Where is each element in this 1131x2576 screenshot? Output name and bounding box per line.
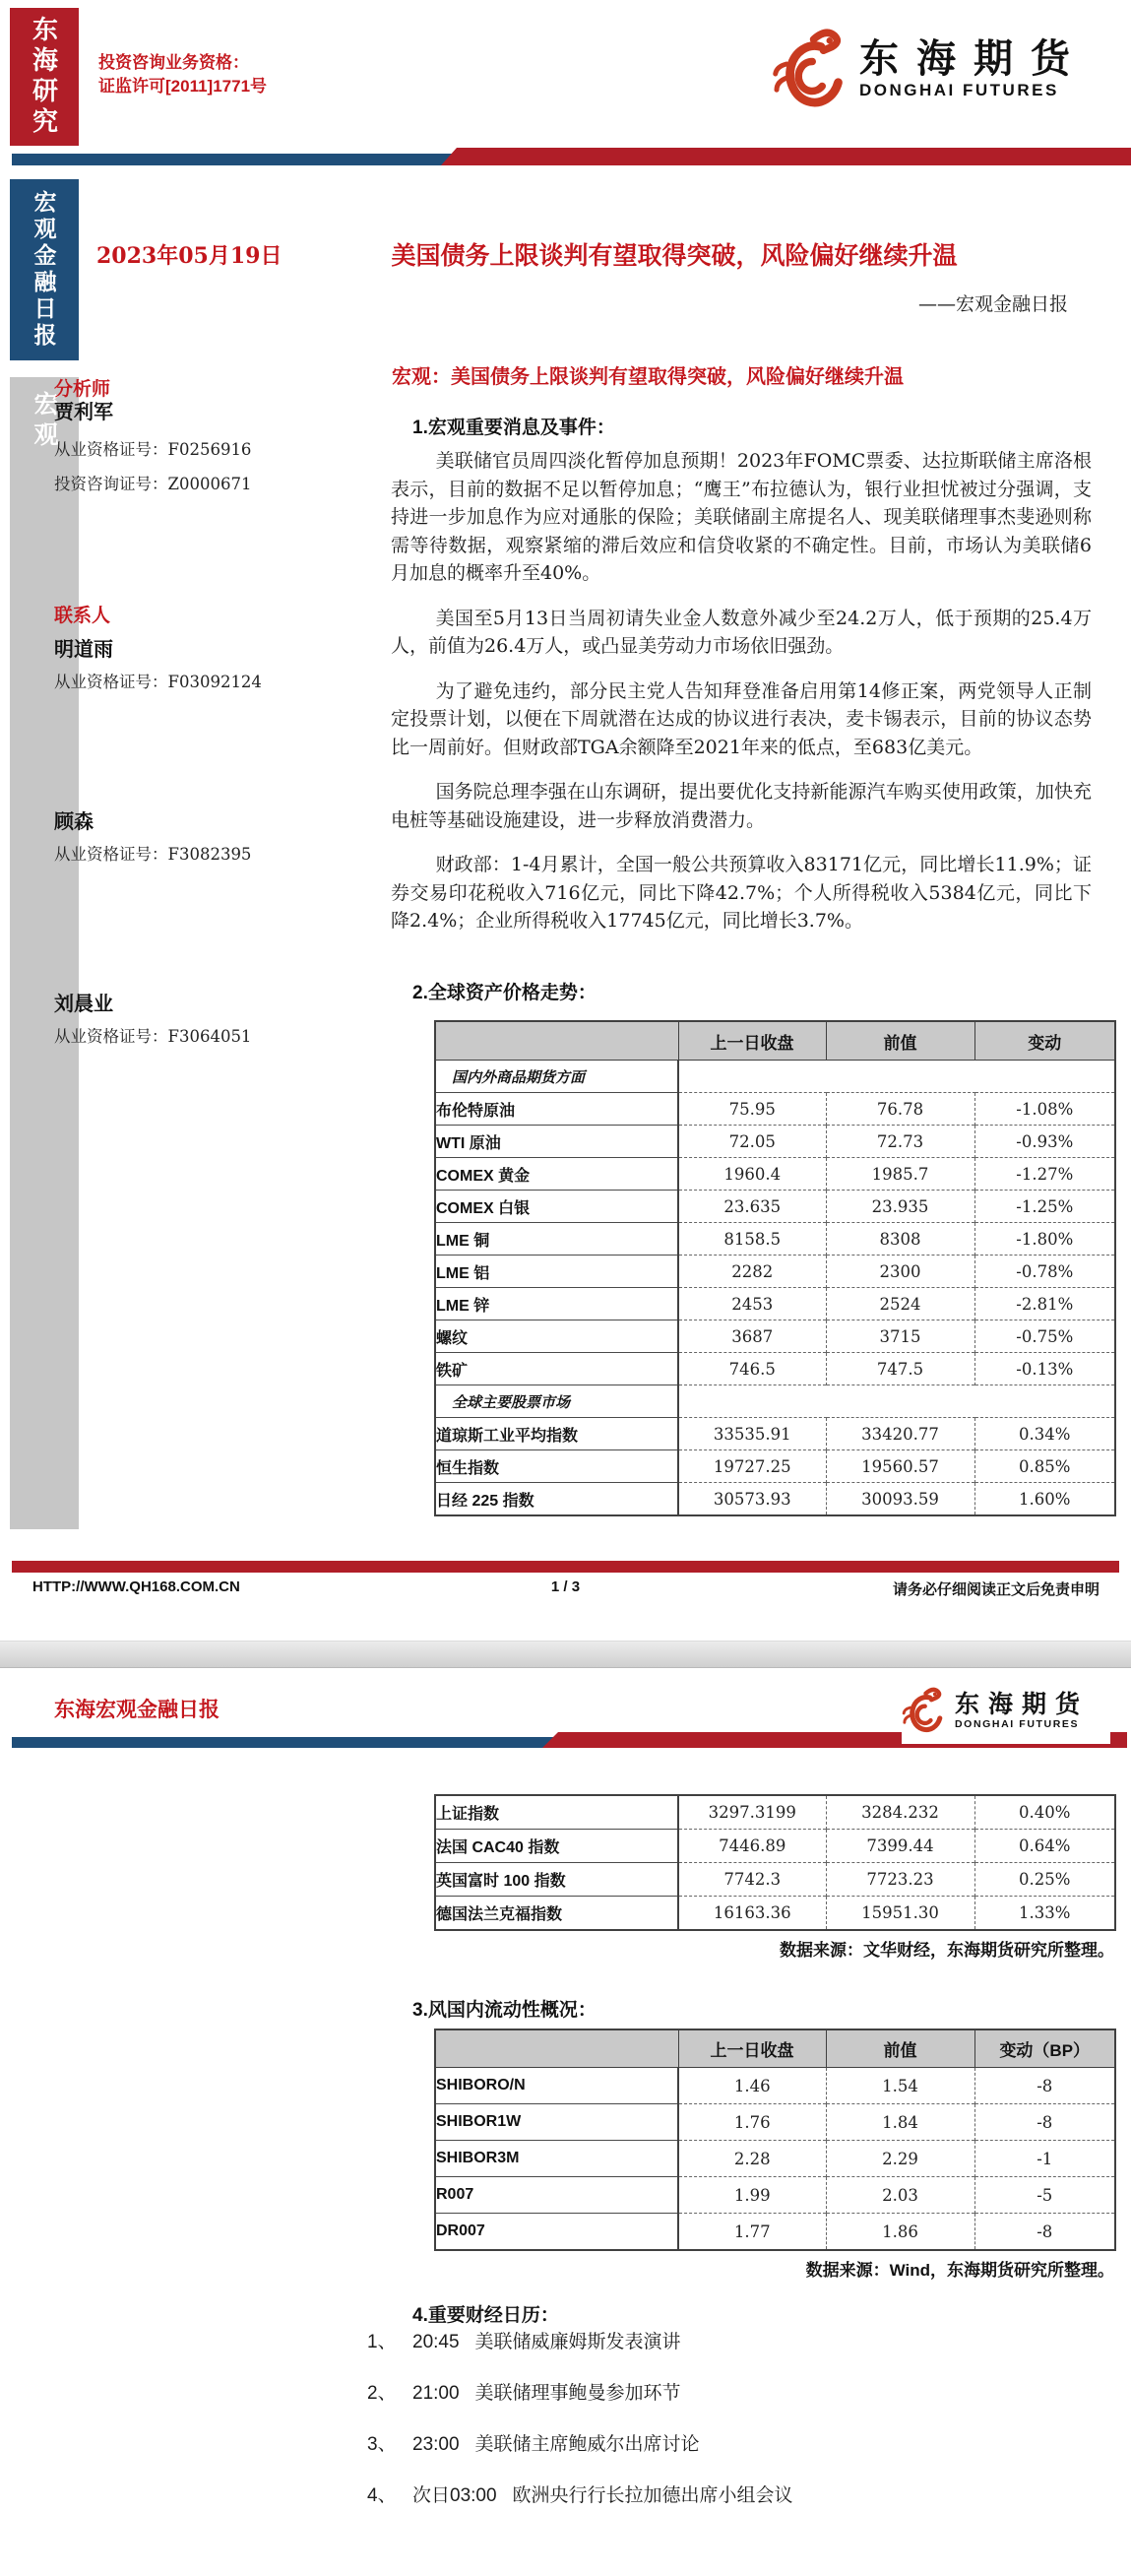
table-row — [435, 1795, 1115, 1830]
header-divider-red — [441, 148, 1131, 165]
table-row — [435, 1061, 1115, 1093]
row-value: 2.28 — [678, 2141, 826, 2177]
asset-price-table-continued — [434, 1794, 1116, 1931]
logo-name-en: DONGHAI FUTURES — [859, 80, 1059, 99]
contact-name: 刘晨业 — [54, 994, 113, 1015]
row-value: 2282 — [678, 1256, 826, 1288]
data-source-1: 数据来源：文华财经，东海期货研究所整理。 — [780, 1941, 1114, 1960]
row-value: 1960.4 — [678, 1158, 826, 1191]
row-value: 0.25% — [974, 1863, 1115, 1897]
table-header-cell: 变动 — [974, 1021, 1115, 1061]
row-label: WTI 原油 — [435, 1126, 678, 1158]
table-row — [435, 1830, 1115, 1863]
table-row — [435, 1093, 1115, 1126]
calendar-item-index: 3、 — [367, 2434, 397, 2455]
qualification-line2: 证监许可[2011]1771号 — [98, 77, 268, 96]
row-value: 3284.232 — [826, 1795, 974, 1830]
table-row — [435, 1353, 1115, 1385]
body-paragraph: 美联储官员周四淡化暂停加息预期！2023年FOMC票委、达拉斯联储主席洛根表示，目前的数据不足以暂停加息；“鹰王”布拉德认为，银行业担忧被过分强调，支持进一步加息作为应对通胀的保险；美联储副主席提名人、现美联储理事杰斐逊则称需等待数据，观察紧缩的滞后效应和信贷收紧的不确定性。目前，市场认为美联储6月加息的概率升至40%。 — [391, 450, 1092, 584]
row-value — [974, 1385, 1115, 1418]
report-subtitle: ——宏观金融日报 — [917, 293, 1068, 315]
research-brand-label: 东海研究 — [29, 16, 59, 138]
company-logo — [771, 22, 1088, 115]
table-row — [435, 1450, 1115, 1483]
table-row — [435, 1863, 1115, 1897]
body-paragraph: 美国至5月13日当周初请失业金人数意外减少至24.2万人，低于预期的25.4万人，前值为26.4万人，或凸显美劳动力市场依旧强劲。 — [391, 607, 1092, 657]
table-row — [435, 2177, 1115, 2214]
row-label: 国内外商品期货方面 — [435, 1061, 678, 1093]
row-value: -1 — [974, 2141, 1115, 2177]
logo-small-name-cn: 东海期货 — [955, 1690, 1090, 1718]
row-value: 1.60% — [974, 1483, 1115, 1516]
section-heading-4: 4.重要财经日历： — [412, 2305, 559, 2326]
footer-disclaimer: 请务必仔细阅读正文后免责申明 — [892, 1581, 1100, 1598]
row-label: SHIBOR1W — [435, 2104, 678, 2141]
row-value: 33420.77 — [826, 1418, 974, 1450]
header-divider-blue — [12, 154, 453, 165]
section-heading-3: 3.风国内流动性概况： — [412, 2000, 597, 2021]
row-value: 746.5 — [678, 1353, 826, 1385]
contact-cert: 从业资格证号：F3082395 — [54, 845, 252, 864]
contacts-label: 联系人 — [54, 606, 111, 626]
row-label: 上证指数 — [435, 1795, 678, 1830]
row-value: -0.93% — [974, 1126, 1115, 1158]
row-value: -8 — [974, 2214, 1115, 2251]
table-row — [435, 2068, 1115, 2104]
table-row — [435, 1126, 1115, 1158]
table-row — [435, 2214, 1115, 2251]
row-label: DR007 — [435, 2214, 678, 2251]
row-value: 3687 — [678, 1320, 826, 1353]
liquidity-table — [434, 2029, 1116, 2251]
table-row — [435, 1288, 1115, 1320]
row-value: 7742.3 — [678, 1863, 826, 1897]
row-value: 19727.25 — [678, 1450, 826, 1483]
table-row — [435, 1320, 1115, 1353]
row-value: 1.84 — [826, 2104, 974, 2141]
row-value: -0.78% — [974, 1256, 1115, 1288]
row-value — [826, 1061, 974, 1093]
row-value: 30093.59 — [826, 1483, 974, 1516]
contact-name: 顾森 — [54, 811, 94, 833]
row-value: -1.27% — [974, 1158, 1115, 1191]
calendar-item-time: 次日03:00 — [412, 2485, 497, 2506]
analyst-name: 贾利军 — [54, 402, 113, 423]
section-tab-label: 宏观 — [31, 391, 58, 452]
row-label: LME 锌 — [435, 1288, 678, 1320]
table-header-row — [435, 1021, 1115, 1061]
row-value: 72.73 — [826, 1126, 974, 1158]
company-logo-small — [902, 1677, 1110, 1744]
row-value: 23.935 — [826, 1191, 974, 1223]
row-value: 3715 — [826, 1320, 974, 1353]
row-value: 1.77 — [678, 2214, 826, 2251]
row-label: COMEX 黄金 — [435, 1158, 678, 1191]
body-paragraph: 为了避免违约，部分民主党人告知拜登准备启用第14修正案，两党领导人正制定投票计划，以便在下周就潜在达成的协议进行表决，麦卡锡表示，目前的协议态势比一周前好。但财政部TGA余额降至2021年来的低点，至683亿美元。 — [391, 679, 1092, 758]
row-value: 0.40% — [974, 1795, 1115, 1830]
report-title: 美国债务上限谈判有望取得突破，风险偏好继续升温 — [391, 242, 958, 270]
row-value: 1.54 — [826, 2068, 974, 2104]
row-label: 英国富时 100 指数 — [435, 1863, 678, 1897]
row-value: 15951.30 — [826, 1897, 974, 1931]
calendar-item-index: 4、 — [367, 2485, 397, 2506]
row-value — [678, 1061, 826, 1093]
row-value: 2524 — [826, 1288, 974, 1320]
table-row — [435, 1418, 1115, 1450]
calendar-item — [367, 2330, 793, 2355]
analyst-cert-1: 从业资格证号：F0256916 — [54, 440, 252, 459]
series-tab-label: 宏观金融日报 — [31, 190, 57, 350]
row-value: -1.25% — [974, 1191, 1115, 1223]
row-value: 16163.36 — [678, 1897, 826, 1931]
row-label: SHIBORO/N — [435, 2068, 678, 2104]
row-value: -1.08% — [974, 1093, 1115, 1126]
table-row — [435, 1256, 1115, 1288]
dragon-icon-small — [902, 1685, 947, 1736]
row-value: 0.64% — [974, 1830, 1115, 1863]
page-separator — [0, 1641, 1131, 1668]
table-header-cell: 上一日收盘 — [678, 1021, 826, 1061]
row-value: 1985.7 — [826, 1158, 974, 1191]
contact-cert: 从业资格证号：F03092124 — [54, 673, 262, 691]
row-value: 0.85% — [974, 1450, 1115, 1483]
section-tab-macro — [10, 377, 79, 1529]
table-header-cell: 前值 — [826, 1021, 974, 1061]
table-row — [435, 1191, 1115, 1223]
calendar-item-event: 美联储主席鲍威尔出席讨论 — [474, 2434, 700, 2455]
table-header-cell: 前值 — [826, 2029, 974, 2068]
page2-divider-blue — [12, 1737, 554, 1748]
row-value: 75.95 — [678, 1093, 826, 1126]
row-label: 日经 225 指数 — [435, 1483, 678, 1516]
dragon-icon — [771, 25, 851, 113]
row-label: COMEX 白银 — [435, 1191, 678, 1223]
row-value: 2453 — [678, 1288, 826, 1320]
row-value: 0.34% — [974, 1418, 1115, 1450]
calendar-item-time: 21:00 — [412, 2383, 460, 2404]
row-value: 2.03 — [826, 2177, 974, 2214]
calendar-item-index: 1、 — [367, 2332, 397, 2352]
row-value: 33535.91 — [678, 1418, 826, 1450]
qualification-text — [98, 51, 267, 98]
row-value: 2.29 — [826, 2141, 974, 2177]
macro-news-paragraphs — [391, 447, 1092, 952]
row-label: 布伦特原油 — [435, 1093, 678, 1126]
row-value: 23.635 — [678, 1191, 826, 1223]
research-brand-tab — [10, 8, 79, 146]
analyst-label: 分析师 — [54, 379, 111, 400]
footer-page-number: 1 / 3 — [550, 1578, 581, 1595]
footer-url: HTTP://WWW.QH168.COM.CN — [32, 1578, 240, 1595]
row-value: 1.99 — [678, 2177, 826, 2214]
section-heading-1: 1.宏观重要消息及事件： — [412, 418, 615, 438]
row-label: 德国法兰克福指数 — [435, 1897, 678, 1931]
table-header-cell — [435, 2029, 678, 2068]
macro-headline: 宏观：美国债务上限谈判有望取得突破，风险偏好继续升温 — [392, 366, 904, 388]
footer-bar — [12, 1561, 1119, 1573]
logo-name-cn: 东海期货 — [859, 36, 1088, 81]
row-value: 19560.57 — [826, 1450, 974, 1483]
row-label: 铁矿 — [435, 1353, 678, 1385]
row-value: 8308 — [826, 1223, 974, 1256]
contact-name: 明道雨 — [54, 639, 113, 661]
row-value: -8 — [974, 2068, 1115, 2104]
row-value: 2300 — [826, 1256, 974, 1288]
contact-cert: 从业资格证号：F3064051 — [54, 1027, 252, 1046]
data-source-2: 数据来源：Wind，东海期货研究所整理。 — [805, 2261, 1114, 2280]
table-row — [435, 1158, 1115, 1191]
body-paragraph: 财政部：1-4月累计，全国一般公共预算收入83171亿元，同比增长11.9%；证券交易印花税收入716亿元，同比下降42.7%；个人所得税收入5384亿元，同比下降2.4%；企业所得税收入17745亿元，同比增长3.7%。 — [391, 854, 1092, 932]
series-tab — [10, 179, 79, 360]
table-row — [435, 1897, 1115, 1931]
row-value: 8158.5 — [678, 1223, 826, 1256]
row-value — [974, 1061, 1115, 1093]
section-heading-2: 2.全球资产价格走势： — [412, 983, 597, 1003]
report-date: 2023年05月19日 — [96, 243, 283, 269]
row-label: LME 铝 — [435, 1256, 678, 1288]
table-row — [435, 2104, 1115, 2141]
row-label: 螺纹 — [435, 1320, 678, 1353]
body-paragraph: 国务院总理李强在山东调研，提出要优化支持新能源汽车购买使用政策，加快充电桩等基础设施建设，进一步释放消费潜力。 — [391, 781, 1092, 831]
row-value: 1.33% — [974, 1897, 1115, 1931]
calendar-item-event: 美联储威廉姆斯发表演讲 — [474, 2332, 681, 2352]
row-value: -0.75% — [974, 1320, 1115, 1353]
table-header-cell: 上一日收盘 — [678, 2029, 826, 2068]
row-label: R007 — [435, 2177, 678, 2214]
calendar-item-time: 23:00 — [412, 2434, 460, 2455]
row-value — [826, 1385, 974, 1418]
table-header-row — [435, 2029, 1115, 2068]
calendar-item — [367, 2381, 793, 2407]
row-value: 747.5 — [826, 1353, 974, 1385]
row-value: -0.13% — [974, 1353, 1115, 1385]
row-label: 道琼斯工业平均指数 — [435, 1418, 678, 1450]
row-value: -2.81% — [974, 1288, 1115, 1320]
table-row — [435, 1483, 1115, 1516]
table-row — [435, 2141, 1115, 2177]
calendar-item-event: 美联储理事鲍曼参加环节 — [474, 2383, 681, 2404]
row-value: 1.86 — [826, 2214, 974, 2251]
calendar-item-time: 20:45 — [412, 2332, 460, 2352]
asset-price-table — [434, 1020, 1116, 1516]
row-label: 恒生指数 — [435, 1450, 678, 1483]
row-value: 1.46 — [678, 2068, 826, 2104]
table-row — [435, 1223, 1115, 1256]
qualification-line1: 投资咨询业务资格： — [98, 53, 249, 72]
analyst-cert-2: 投资咨询证号：Z0000671 — [54, 475, 252, 493]
row-label: LME 铜 — [435, 1223, 678, 1256]
logo-small-name-en: DONGHAI FUTURES — [955, 1718, 1080, 1731]
calendar-item-event: 欧洲央行行长拉加德出席小组会议 — [512, 2485, 793, 2506]
table-header-cell — [435, 1021, 678, 1061]
row-value: 30573.93 — [678, 1483, 826, 1516]
calendar-item — [367, 2483, 793, 2509]
row-value: -1.80% — [974, 1223, 1115, 1256]
row-value: 7723.23 — [826, 1863, 974, 1897]
row-label: 全球主要股票市场 — [435, 1385, 678, 1418]
calendar-list — [367, 2330, 793, 2535]
row-label: SHIBOR3M — [435, 2141, 678, 2177]
table-row — [435, 1385, 1115, 1418]
row-value: 7399.44 — [826, 1830, 974, 1863]
row-label: 法国 CAC40 指数 — [435, 1830, 678, 1863]
row-value — [678, 1385, 826, 1418]
row-value: -8 — [974, 2104, 1115, 2141]
row-value: -5 — [974, 2177, 1115, 2214]
row-value: 1.76 — [678, 2104, 826, 2141]
row-value: 7446.89 — [678, 1830, 826, 1863]
calendar-item-index: 2、 — [367, 2383, 397, 2404]
row-value: 3297.3199 — [678, 1795, 826, 1830]
page2-report-title: 东海宏观金融日报 — [54, 1699, 220, 1721]
row-value: 72.05 — [678, 1126, 826, 1158]
calendar-item — [367, 2432, 793, 2458]
table-header-cell: 变动（BP） — [974, 2029, 1115, 2068]
row-value: 76.78 — [826, 1093, 974, 1126]
